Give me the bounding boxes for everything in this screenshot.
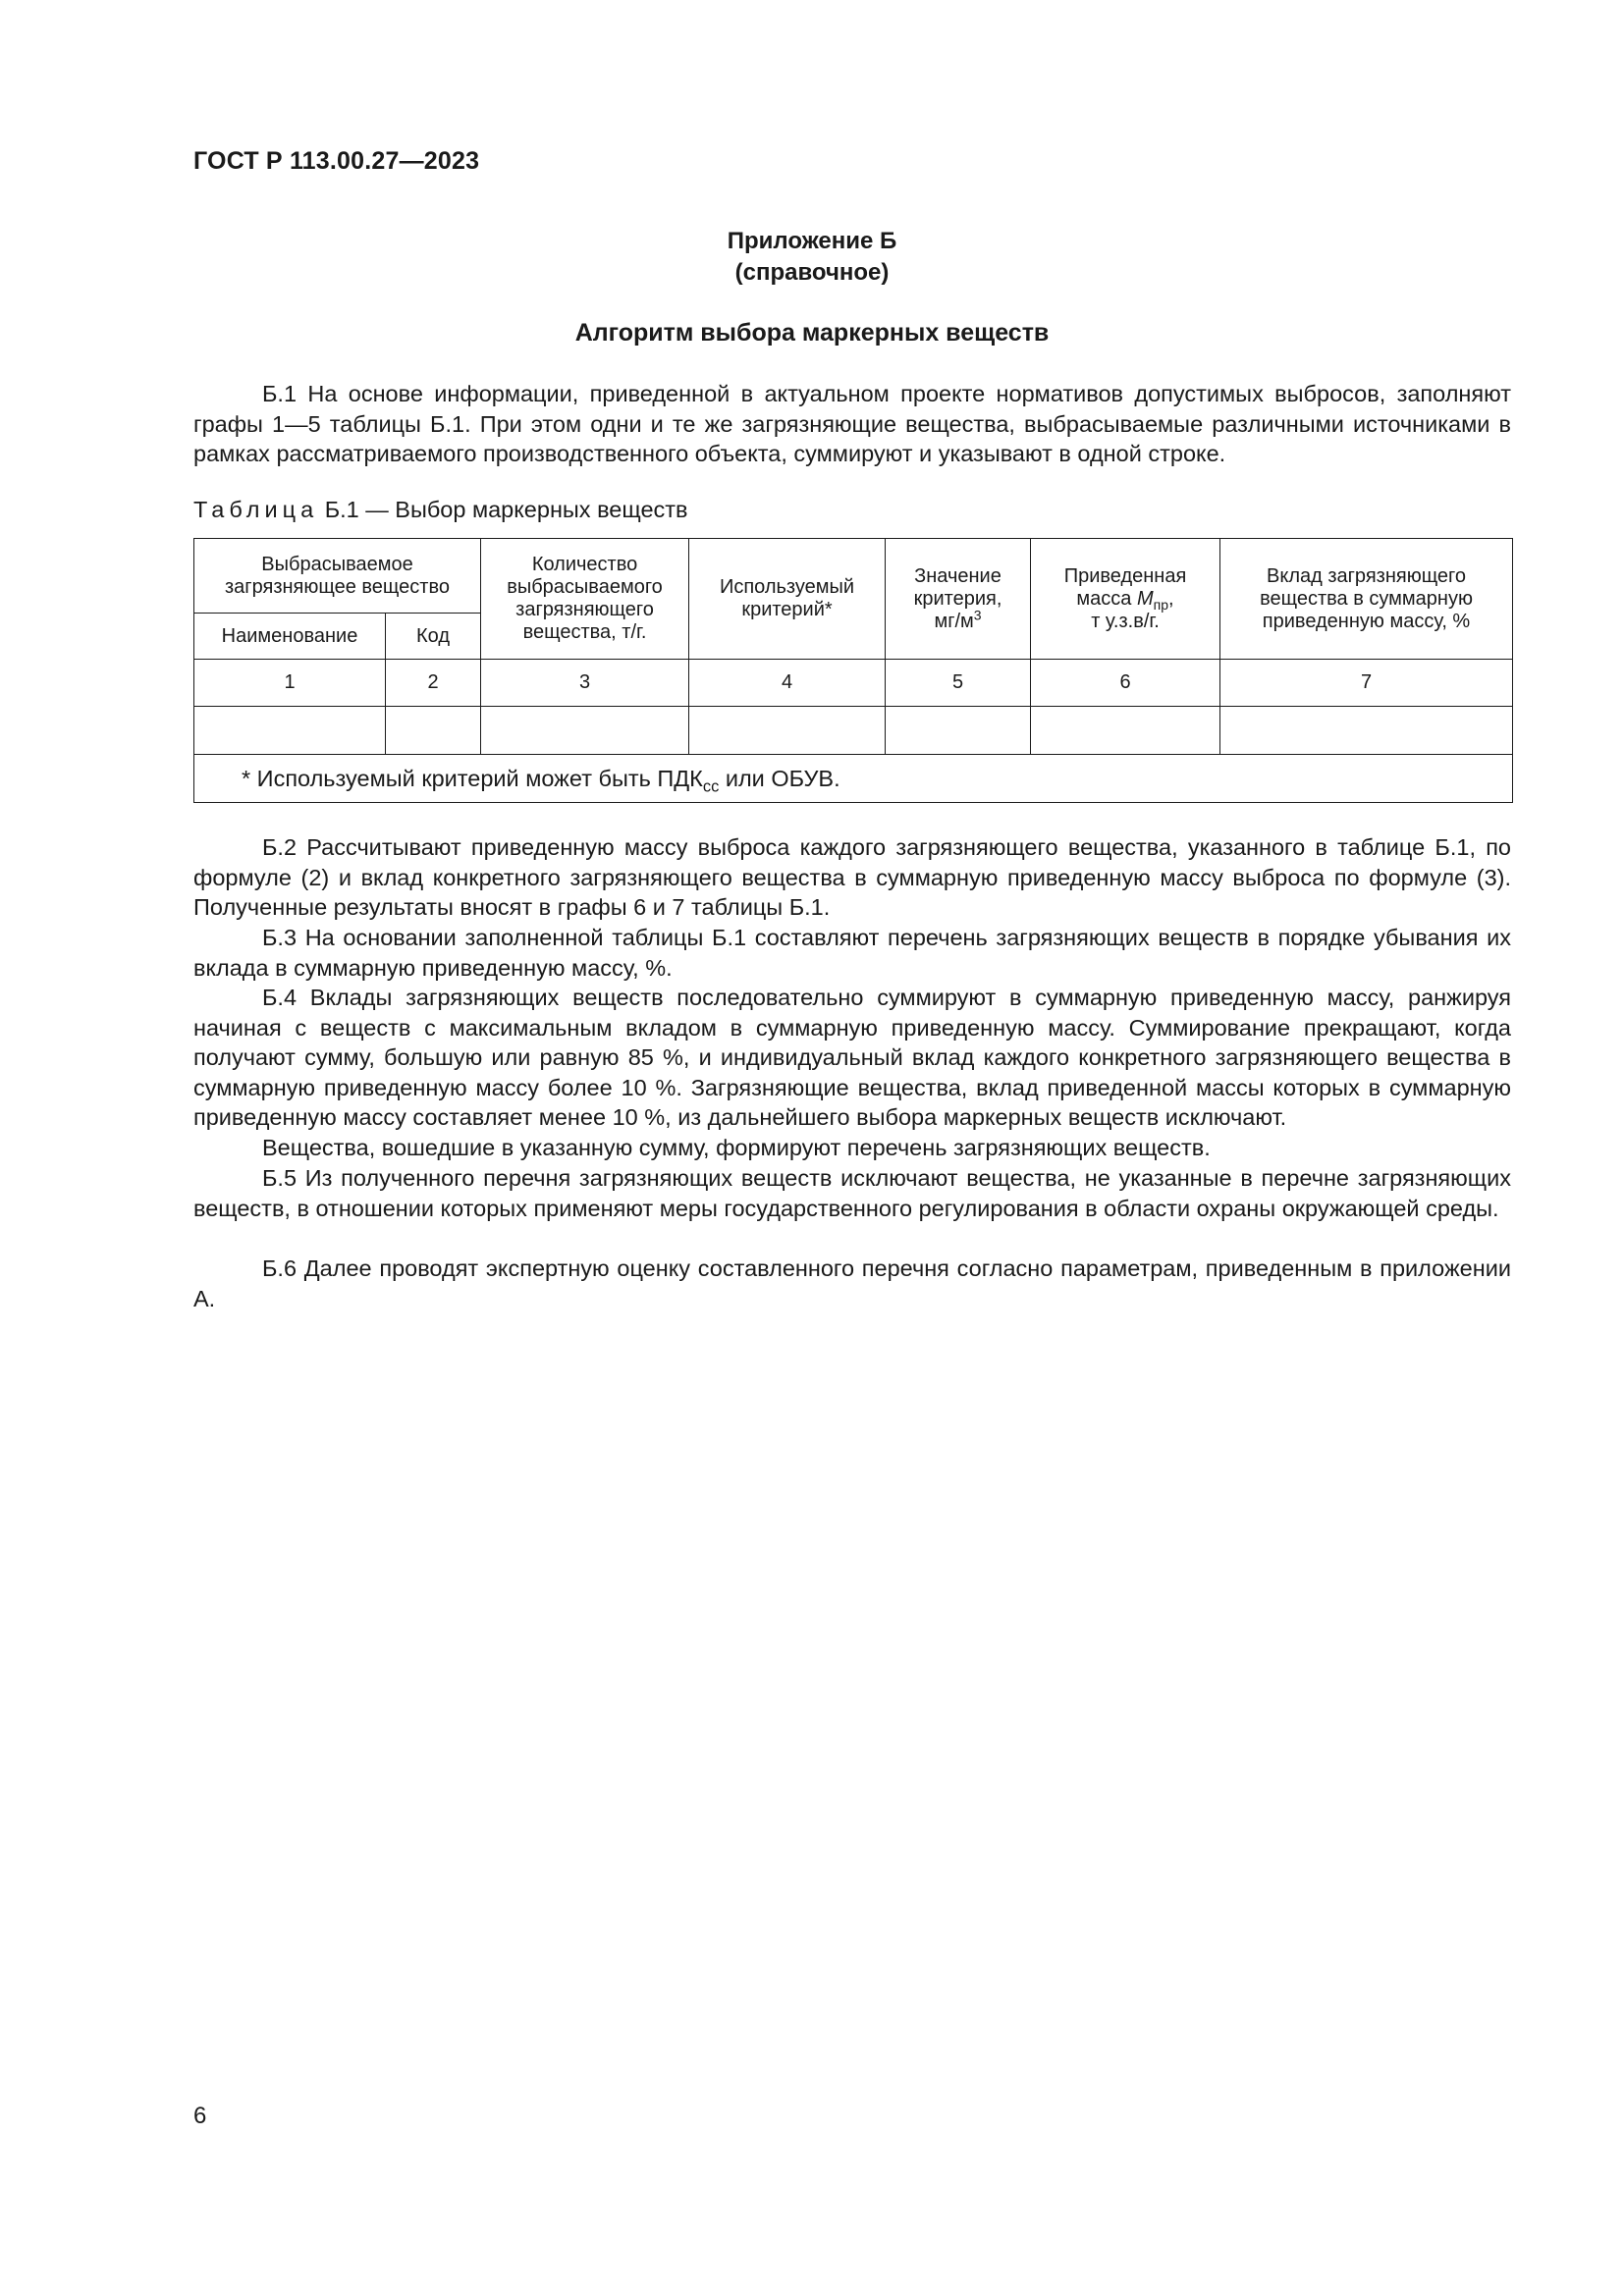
column-number: 1 <box>194 660 386 707</box>
header-name: Наименование <box>194 614 386 660</box>
table-caption-prefix: Таблица <box>193 497 319 522</box>
paragraph-b4-continued: Вещества, вошедшие в указанную сумму, формируют перечень загрязняющих веществ. <box>262 1135 1211 1160</box>
column-number: 6 <box>1031 660 1220 707</box>
column-number: 7 <box>1220 660 1513 707</box>
empty-cell <box>886 707 1031 755</box>
empty-cell <box>1031 707 1220 755</box>
empty-cell <box>1220 707 1513 755</box>
column-number: 3 <box>481 660 689 707</box>
header-code: Код <box>386 614 481 660</box>
criterion-value-unit: мг/м <box>934 610 974 632</box>
footnote-text: * Используемый критерий может быть ПДК <box>242 765 703 791</box>
paragraph-b3: Б.3 На основании заполненной таблицы Б.1 составляют перечень загрязняющих веществ в порядке убывания их вклада в суммарную приведенную массу, %. <box>193 925 1511 981</box>
header-contribution: Вклад загрязняющего вещества в суммарную приведенную массу, % <box>1220 539 1513 660</box>
criterion-value-text: Значение критерия, <box>913 564 1002 610</box>
paragraph-b6: Б.6 Далее проводят экспертную оценку составленного перечня согласно параметрам, приведенным в приложении А. <box>193 1255 1511 1311</box>
header-criterion-value <box>886 539 1031 660</box>
paragraph-b2: Б.2 Рассчитывают приведенную массу выброса каждого загрязняющего вещества, указанного в таблице Б.1, по формуле (2) и вклад конкретного загрязняющего вещества в суммарную приведенную массу выброса по формуле (3). Полученные результаты вносят в графы 6 и 7 таблицы Б.1. <box>193 834 1511 920</box>
marker-substances-table <box>193 538 1513 803</box>
document-code: ГОСТ Р 113.00.27—2023 <box>193 147 480 175</box>
paragraph-b1: Б.1 На основе информации, приведенной в актуальном проекте нормативов допустимых выбросов, заполняют графы 1—5 таблицы Б.1. При этом одни и те же загрязняющие вещества, выбрасываемые различными источниками в рамках рассматриваемого производственного объекта, суммируют и указывают в одной строке. <box>193 381 1511 466</box>
header-criterion: Используемый критерий* <box>689 539 886 660</box>
empty-cell <box>194 707 386 755</box>
empty-table-row <box>194 707 1513 755</box>
footnote-sub: сс <box>702 777 720 796</box>
page-number: 6 <box>193 2103 207 2129</box>
table-caption <box>193 497 688 523</box>
appendix-title: Приложение Б <box>727 228 897 254</box>
reduced-mass-unit: т у.з.в/г. <box>1091 610 1160 632</box>
criterion-value-unit-sup: 3 <box>973 606 982 622</box>
column-number: 2 <box>386 660 481 707</box>
appendix-subtitle: (справочное) <box>734 259 890 286</box>
header-emitted-substance: Выбрасываемое загрязняющее вещество <box>194 539 481 614</box>
column-number: 4 <box>689 660 886 707</box>
reduced-mass-symbol: M <box>1136 587 1154 610</box>
empty-cell <box>481 707 689 755</box>
paragraph-b5: Б.5 Из полученного перечня загрязняющих веществ исключают вещества, не указанные в перечне загрязняющих веществ, в отношении которых применяют меры государственного регулирования в области охраны окружающей среды. <box>193 1165 1511 1221</box>
reduced-mass-comma: , <box>1168 587 1174 610</box>
appendix-heading <box>0 226 1624 289</box>
paragraph-b4: Б.4 Вклады загрязняющих веществ последовательно суммируют в суммарную приведенную массу, ранжируя начиная с веществ с максимальным вкладом в суммарную приведенную массу. Суммирование прекращают, когда получают сумму, большую или равную 85 %, и индивидуальный вклад каждого конкретного загрязняющего вещества в суммарную приведенную массу более 10 %. Загрязняющие вещества, вклад приведенной массы которых в суммарную приведенную массу составляет менее 10 %, из дальнейшего выбора маркерных веществ исключают. <box>193 985 1511 1130</box>
reduced-mass-line2: масса <box>1076 587 1132 610</box>
header-quantity: Количество выбрасываемого загрязняющего вещества, т/г. <box>481 539 689 660</box>
reduced-mass-sub: пр <box>1153 596 1169 613</box>
empty-cell <box>689 707 886 755</box>
table-caption-title: Б.1 — Выбор маркерных веществ <box>324 497 688 522</box>
empty-cell <box>386 707 481 755</box>
column-number-row <box>194 660 1513 707</box>
reduced-mass-line1: Приведенная <box>1063 564 1187 587</box>
column-number: 5 <box>886 660 1031 707</box>
footnote-tail: или ОБУВ. <box>719 765 840 791</box>
header-reduced-mass <box>1031 539 1220 660</box>
section-title: Алгоритм выбора маркерных веществ <box>574 319 1050 347</box>
table-footnote <box>194 755 1513 803</box>
